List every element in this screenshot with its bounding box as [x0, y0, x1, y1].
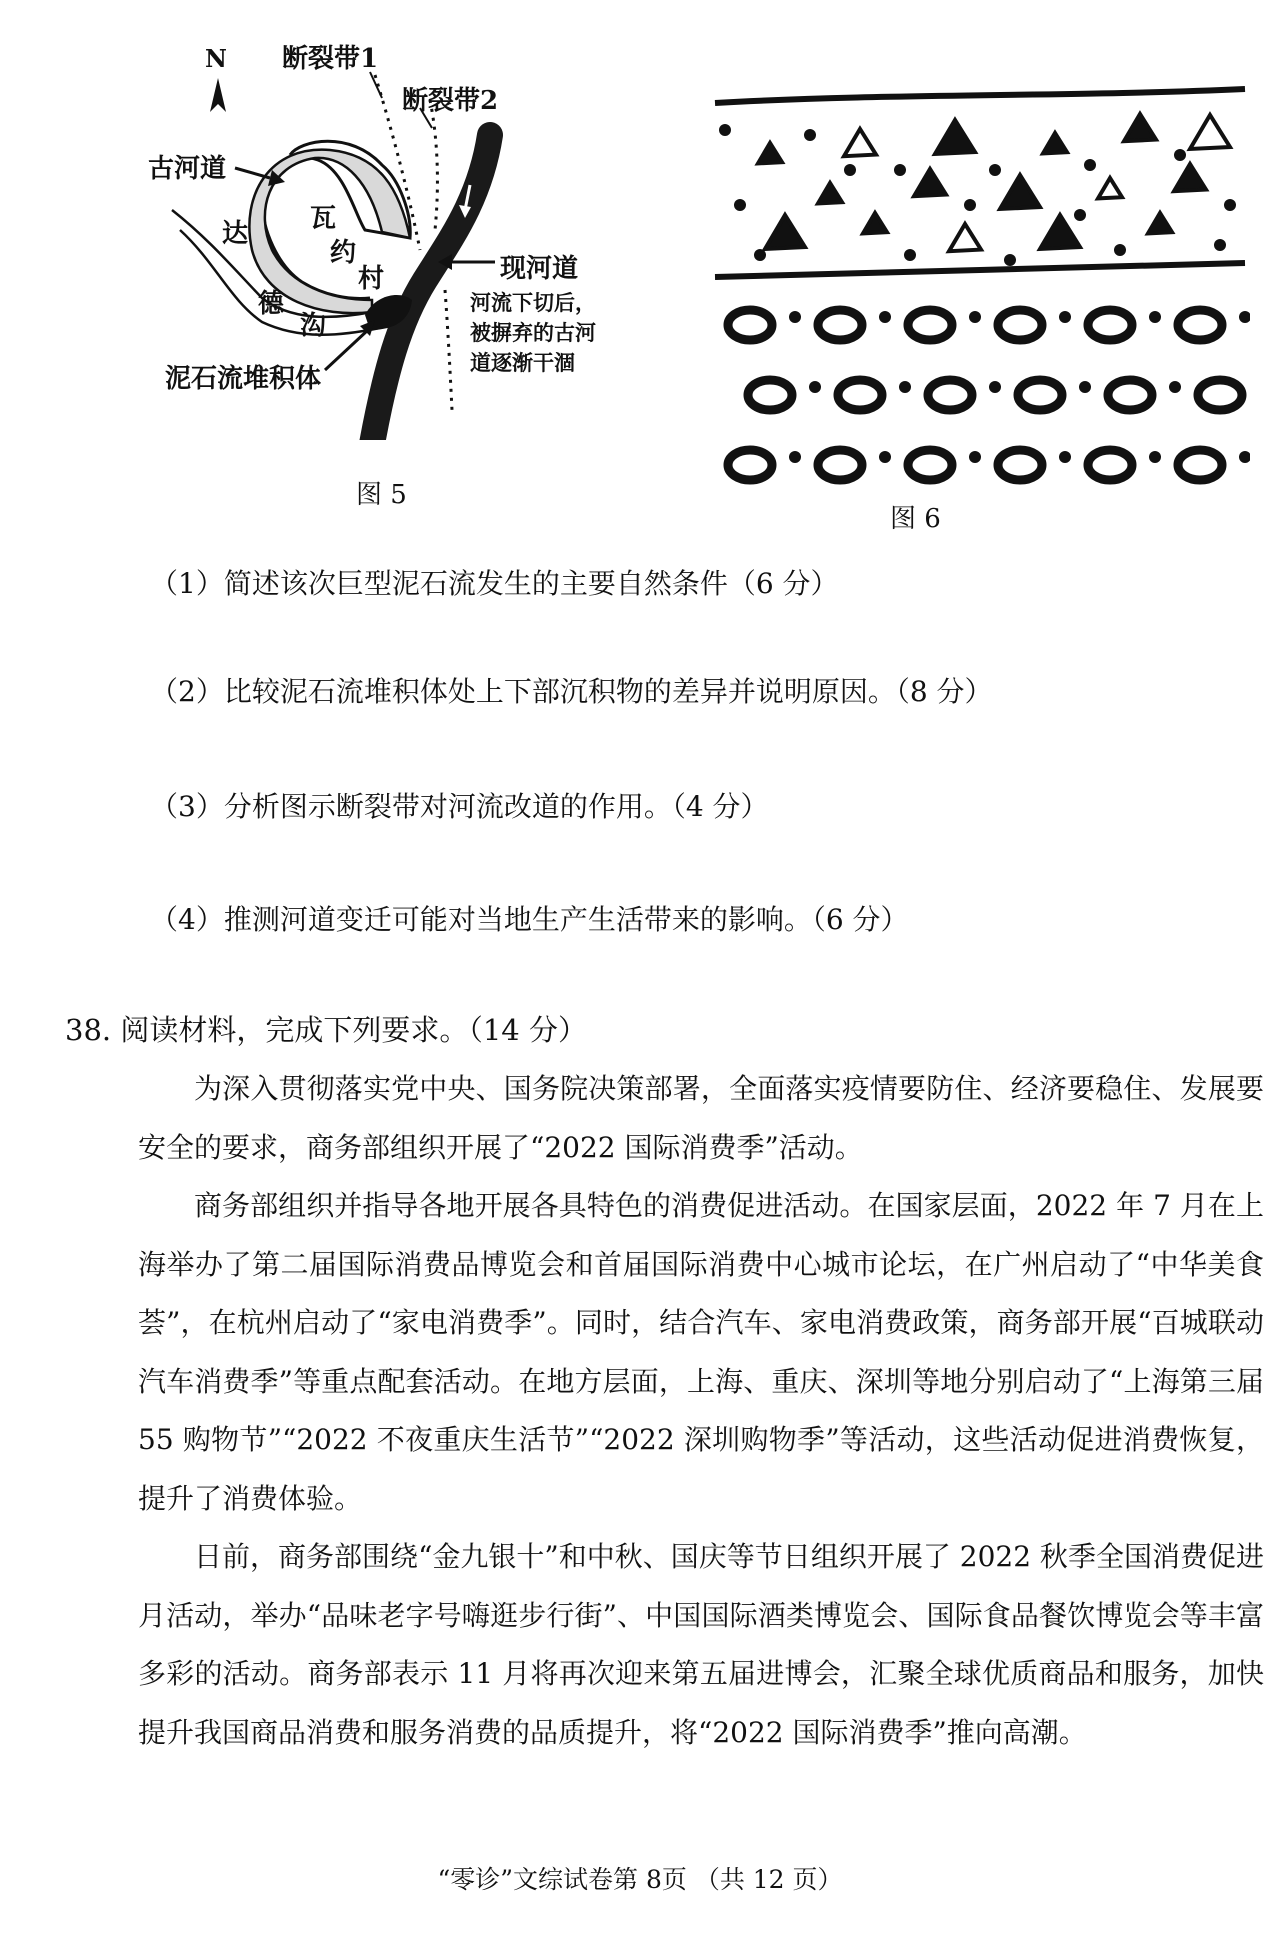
pebble-ring	[838, 380, 882, 410]
gravel-triangle	[949, 224, 981, 251]
pebble-ring	[998, 310, 1042, 340]
gravel-dot	[754, 249, 766, 261]
old-river-label: 古河道	[148, 154, 227, 184]
pebble-ring	[728, 450, 772, 480]
pebble-dot	[1149, 451, 1161, 463]
gravel-triangle	[914, 169, 946, 196]
figure5-caption: 图 5	[356, 480, 407, 510]
gravel-dot	[1074, 209, 1086, 221]
fault-line-2b	[445, 290, 452, 410]
pebble-dot	[989, 381, 1001, 393]
gravel-dot	[1084, 159, 1096, 171]
gravel-dot	[844, 164, 856, 176]
question-1: （1）简述该次巨型泥石流发生的主要自然条件（6 分）	[150, 567, 839, 600]
pebble-ring	[1108, 380, 1152, 410]
pebble-ring	[1198, 380, 1242, 410]
gravel-triangle	[863, 213, 887, 233]
gravel-dot	[1174, 149, 1186, 161]
pebble-dot	[879, 451, 891, 463]
pebble-ring	[998, 450, 1042, 480]
gravel-dot	[1114, 244, 1126, 256]
pebble-dot	[1079, 381, 1091, 393]
pebble-dot	[969, 451, 981, 463]
question-2: （2）比较泥石流堆积体处上下部沉积物的差异并说明原因。（8 分）	[150, 675, 993, 708]
gravel-dot	[1214, 239, 1226, 251]
gravel-dot	[734, 199, 746, 211]
gravel-triangle	[1124, 114, 1156, 141]
question-4: （4）推测河道变迁可能对当地生产生活带来的影响。（6 分）	[150, 903, 909, 936]
gravel-triangle	[818, 183, 842, 203]
pebble-ring	[818, 450, 862, 480]
pebble-ring	[1088, 450, 1132, 480]
gravel-dot	[989, 164, 1001, 176]
pebble-dot	[1059, 311, 1071, 323]
pebble-dot	[969, 311, 981, 323]
gravel-triangle	[1148, 213, 1172, 233]
figure6-strata	[710, 75, 1250, 505]
pebble-dot	[1059, 451, 1071, 463]
gravel-triangle	[1098, 178, 1122, 198]
north-arrow-icon	[210, 78, 226, 112]
village-char-2: 约	[330, 238, 357, 268]
fault2-label: 断裂带2	[402, 86, 499, 116]
page-footer: “零诊”文综试卷第 8页 （共 12 页）	[437, 1865, 843, 1894]
fault1-label: 断裂带1	[282, 44, 379, 74]
pebble-dot	[1239, 311, 1250, 323]
figure6	[700, 60, 1260, 540]
pebble-dot	[879, 311, 891, 323]
pebble-dot	[809, 381, 821, 393]
pebble-dot	[789, 451, 801, 463]
pebble-dot	[789, 311, 801, 323]
gravel-dot	[1224, 199, 1236, 211]
pebble-ring	[908, 450, 952, 480]
gravel-triangle	[1000, 175, 1040, 209]
gravel-triangle	[1040, 215, 1080, 249]
question-3: （3）分析图示断裂带对河流改道的作用。（4 分）	[150, 790, 769, 823]
gravel-dot	[964, 199, 976, 211]
pebble-ring	[1088, 310, 1132, 340]
pebble-ring	[1018, 380, 1062, 410]
q38-paragraph-1: 为深入贯彻落实党中央、国务院决策部署，全面落实疫情要防住、经济要稳住、发展要安全的要求，商务部组织开展了“2022 国际消费季”活动。	[138, 1072, 1264, 1164]
figure6-caption: 图 6	[890, 504, 941, 534]
debris-label: 泥石流堆积体	[165, 364, 322, 394]
gravel-triangle	[844, 129, 876, 156]
gravel-dot	[804, 129, 816, 141]
gully-char-2: 德	[258, 289, 285, 319]
q38-paragraph-2: 商务部组织并指导各地开展各具特色的消费促进活动。在国家层面，2022 年 7 月在上海举办了第二届国际消费品博览会和首届国际消费中心城市论坛，在广州启动了“中华美食荟”，在杭州启动了“家电消费季”。同时，结合汽车、家电消费政策，商务部开展“百城联动汽车消费季”等重点配套活动。在地方层面，上海、重庆、深圳等地分别启动了“上海第三届 55 购物节”“2022 不夜重庆生活节”“2022 深圳购物季”等活动，这些活动促进消费恢复，提升了消费体验。	[138, 1189, 1264, 1515]
upper-boundary-line	[715, 89, 1245, 103]
river-note	[470, 288, 596, 378]
gravel-triangle	[1174, 164, 1206, 191]
gravel-triangle	[935, 120, 975, 154]
village-char-3: 村	[358, 264, 385, 294]
gravel-triangle	[1043, 133, 1067, 153]
river-note-line-1: 河流下切后，	[470, 290, 596, 315]
pebble-ring	[908, 310, 952, 340]
pebble-ring	[1178, 450, 1222, 480]
current-river-label: 现河道	[500, 254, 579, 284]
pebble-ring	[728, 310, 772, 340]
pebble-ring	[818, 310, 862, 340]
gravel-triangle	[765, 215, 805, 249]
gravel-dot	[904, 249, 916, 261]
gravel-dot	[1004, 254, 1016, 266]
village-char-1: 瓦	[310, 204, 337, 234]
pebble-dot	[1239, 451, 1250, 463]
figure5	[0, 0, 640, 510]
middle-boundary-line	[715, 263, 1245, 277]
pebble-dot	[1149, 311, 1161, 323]
river-note-line-3: 道逐渐干涸	[470, 350, 575, 375]
gully-char-3: 沟	[300, 311, 327, 341]
pebble-ring	[748, 380, 792, 410]
gravel-triangle	[1190, 115, 1230, 149]
gravel-triangle	[758, 143, 782, 163]
pebble-ring	[1178, 310, 1222, 340]
gully-char-1: 达	[222, 219, 249, 249]
gravel-dot	[719, 124, 731, 136]
gravel-dot	[894, 164, 906, 176]
north-label: N	[205, 44, 227, 73]
q38-material	[138, 1060, 1264, 1762]
pebble-dot	[899, 381, 911, 393]
q38-heading: 38. 阅读材料，完成下列要求。（14 分）	[65, 1013, 587, 1047]
pebble-ring	[928, 380, 972, 410]
q38-paragraph-3: 日前，商务部围绕“金九银十”和中秋、国庆等节日组织开展了 2022 秋季全国消费促进月活动，举办“品味老字号嗨逛步行街”、中国国际酒类博览会、国际食品餐饮博览会等丰富多彩的活动。商务部表示 11 月将再次迎来第五届进博会，汇聚全球优质商品和服务，加快提升我国商品消费和服务消费的品质提升，将“2022 国际消费季”推向高潮。	[138, 1540, 1264, 1749]
fault-line-2	[430, 100, 437, 230]
pebble-dot	[1169, 381, 1181, 393]
river-note-line-2: 被摒弃的古河	[470, 320, 596, 345]
